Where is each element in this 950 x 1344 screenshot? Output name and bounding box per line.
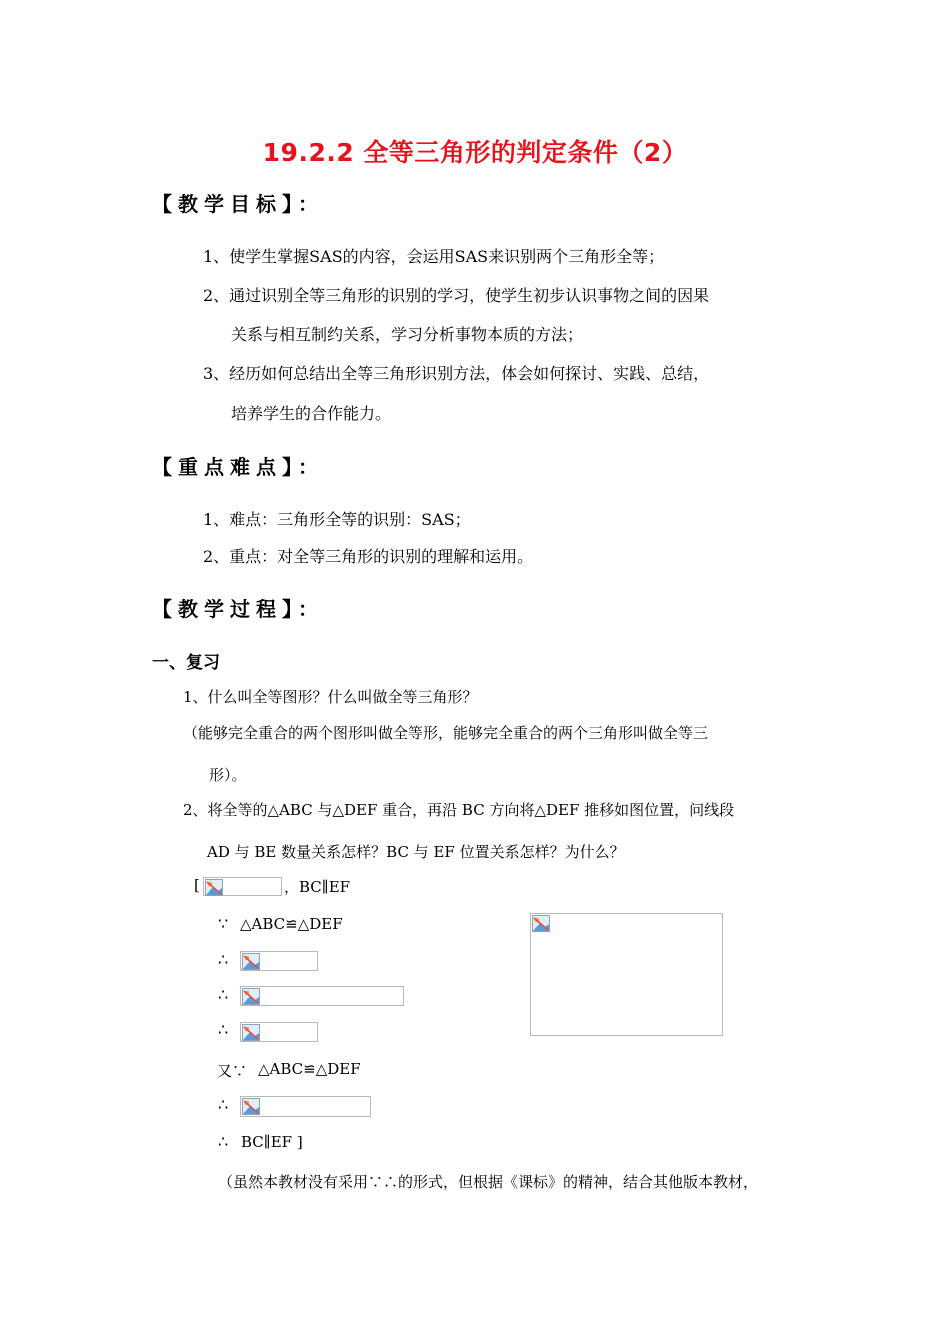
therefore-symbol: ∴	[218, 950, 229, 969]
proof-conclusion: BC∥EF ]	[241, 1133, 303, 1151]
therefore-symbol: ∴	[218, 1095, 229, 1114]
proof-congruence-2: △ABC≌△DEF	[258, 1060, 361, 1078]
goal-2-line-2: 关系与相互制约关系，学习分析事物本质的方法；	[231, 325, 584, 344]
broken-image-placeholder	[240, 986, 404, 1006]
goal-3-line-1: 3、经历如何总结出全等三角形识别方法，体会如何探讨、实践、总结，	[203, 364, 710, 383]
because-symbol: ∵	[218, 914, 229, 933]
page-title: 19.2.2 全等三角形的判定条件（2）	[262, 138, 688, 167]
broken-image-icon	[242, 1024, 260, 1041]
keypoint-1: 1、难点：三角形全等的识别：SAS；	[203, 510, 471, 529]
proof-line-1-tail: ，BC∥EF	[284, 878, 351, 896]
broken-image-placeholder	[203, 877, 282, 896]
broken-image-icon	[242, 953, 260, 970]
broken-image-icon	[205, 879, 223, 896]
note-text: （虽然本教材没有采用∵∴的形式，但根据《课标》的精神，结合其他版本教材，	[218, 1173, 759, 1191]
broken-image-icon	[532, 915, 550, 932]
review-heading: 一、复习	[152, 653, 220, 673]
broken-image-placeholder	[240, 1022, 318, 1042]
therefore-symbol: ∴	[218, 1020, 229, 1039]
broken-image-icon	[242, 1098, 260, 1115]
review-answer-1-line-2: 形）。	[209, 766, 247, 784]
figure-image-placeholder	[530, 913, 723, 1036]
goal-2-line-1: 2、通过识别全等三角形的识别的学习，使学生初步认识事物之间的因果	[203, 286, 710, 305]
again-because-symbol: 又∵	[217, 1062, 248, 1080]
proof-congruence-1: △ABC≌△DEF	[240, 915, 343, 933]
therefore-symbol: ∴	[218, 985, 229, 1004]
broken-image-placeholder	[240, 1096, 371, 1117]
proof-open-bracket: [	[194, 876, 200, 894]
section-process-heading: 【教学过程】：	[152, 597, 324, 621]
review-question-2-line-2: AD 与 BE 数量关系怎样？BC 与 EF 位置关系怎样？为什么？	[207, 843, 625, 861]
review-question-2-line-1: 2、将全等的△ABC 与△DEF 重合，再沿 BC 方向将△DEF 推移如图位置，问线段	[183, 801, 735, 819]
section-keypoints-heading: 【重点难点】：	[152, 455, 324, 479]
review-question-1: 1、什么叫全等图形？什么叫做全等三角形？	[183, 688, 478, 706]
goal-3-line-2: 培养学生的合作能力。	[231, 404, 392, 423]
broken-image-placeholder	[240, 951, 318, 971]
therefore-symbol: ∴	[218, 1132, 229, 1151]
broken-image-icon	[242, 988, 260, 1005]
review-answer-1-line-1: （能够完全重合的两个图形叫做全等形，能够完全重合的两个三角形叫做全等三	[183, 724, 709, 742]
keypoint-2: 2、重点：对全等三角形的识别的理解和运用。	[203, 547, 534, 566]
goal-1: 1、使学生掌握SAS的内容，会运用SAS来识别两个三角形全等；	[203, 247, 665, 266]
section-goals-heading: 【教学目标】：	[152, 192, 324, 216]
